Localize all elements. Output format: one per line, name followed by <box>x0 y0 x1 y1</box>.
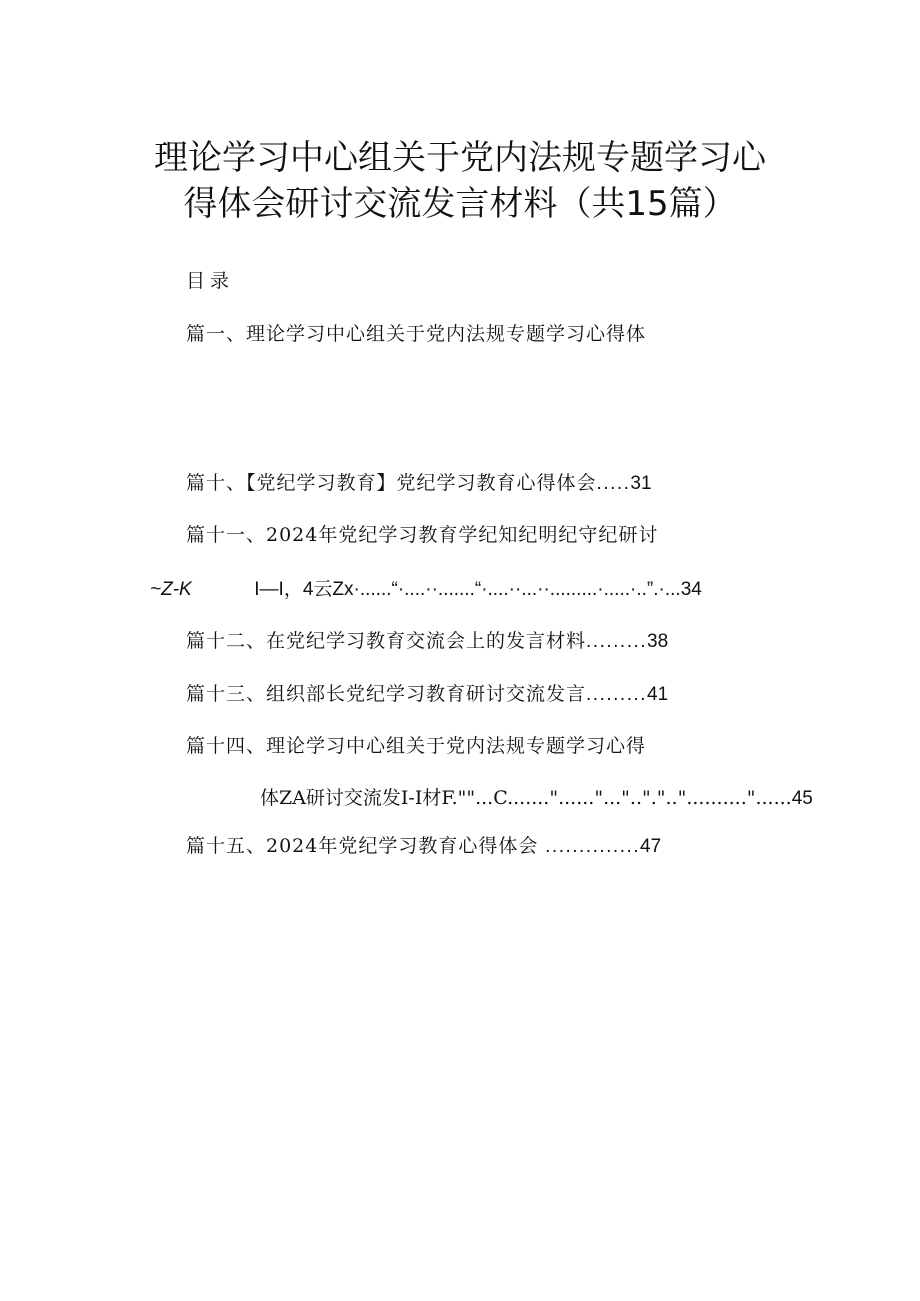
toc-entry-text: 篇十二、在党纪学习教育交流会上的发言材料 <box>186 630 587 652</box>
toc-entry-text: I—I，4云Zx· <box>254 579 360 600</box>
toc-entry-text: 篇十、【党纪学习教育】党纪学习教育心得体会 <box>186 472 597 494</box>
toc-heading: 目录 <box>186 270 235 292</box>
toc-entry-11-continuation[interactable] <box>150 577 702 603</box>
toc-entry-1[interactable] <box>186 321 646 347</box>
toc-entry-11[interactable] <box>186 522 658 548</box>
toc-page-number: 38 <box>647 631 669 652</box>
toc-leader-dots: .............. <box>538 836 641 857</box>
toc-entry-text: 篇十四、理论学习中心组关于党内法规专题学习心得 <box>186 735 647 757</box>
toc-entry-13[interactable] <box>186 681 668 708</box>
toc-entry-14[interactable] <box>186 733 646 759</box>
toc-entry-14-continuation[interactable] <box>260 785 813 812</box>
toc-entry-text: 篇十一、2024年党纪学习教育学纪知纪明纪守纪研讨 <box>186 524 659 546</box>
toc-entry-12[interactable] <box>186 628 668 655</box>
toc-entry-text: 篇一、理论学习中心组关于党内法规专题学习心得体 <box>186 323 647 345</box>
toc-entry-text: 篇十三、组织部长党纪学习教育研讨交流发言 <box>186 683 587 705</box>
toc-leader-dots: ......... <box>586 631 648 652</box>
toc-entry-10[interactable] <box>186 470 652 497</box>
toc-page-number: 41 <box>647 684 669 705</box>
document-title-line-1: 理论学习中心组关于党内法规专题学习心 <box>154 138 766 178</box>
toc-entry-text: 篇十五、2024年党纪学习教育心得体会 <box>186 835 539 857</box>
toc-entry-text: 体ZA研讨交流发I-I材F.""...C......."......"...".."."..".........."...... <box>260 787 792 809</box>
toc-leader-dots: ......“·....··.......“·....··...··.........·.....·..”.·... <box>359 579 681 600</box>
toc-page-number: 45 <box>791 788 813 809</box>
toc-leader-dots: ..... <box>596 473 631 494</box>
toc-entry-15[interactable] <box>186 833 661 860</box>
toc-leader-dots: ......... <box>586 684 648 705</box>
toc-entry-prefix: ~Z-K <box>150 579 192 600</box>
toc-page-number: 47 <box>640 836 662 857</box>
toc-page-number: 31 <box>630 473 652 494</box>
document-title-line-2: 得体会研讨交流发言材料（共15篇） <box>183 184 737 224</box>
toc-page-number: 34 <box>680 579 702 600</box>
